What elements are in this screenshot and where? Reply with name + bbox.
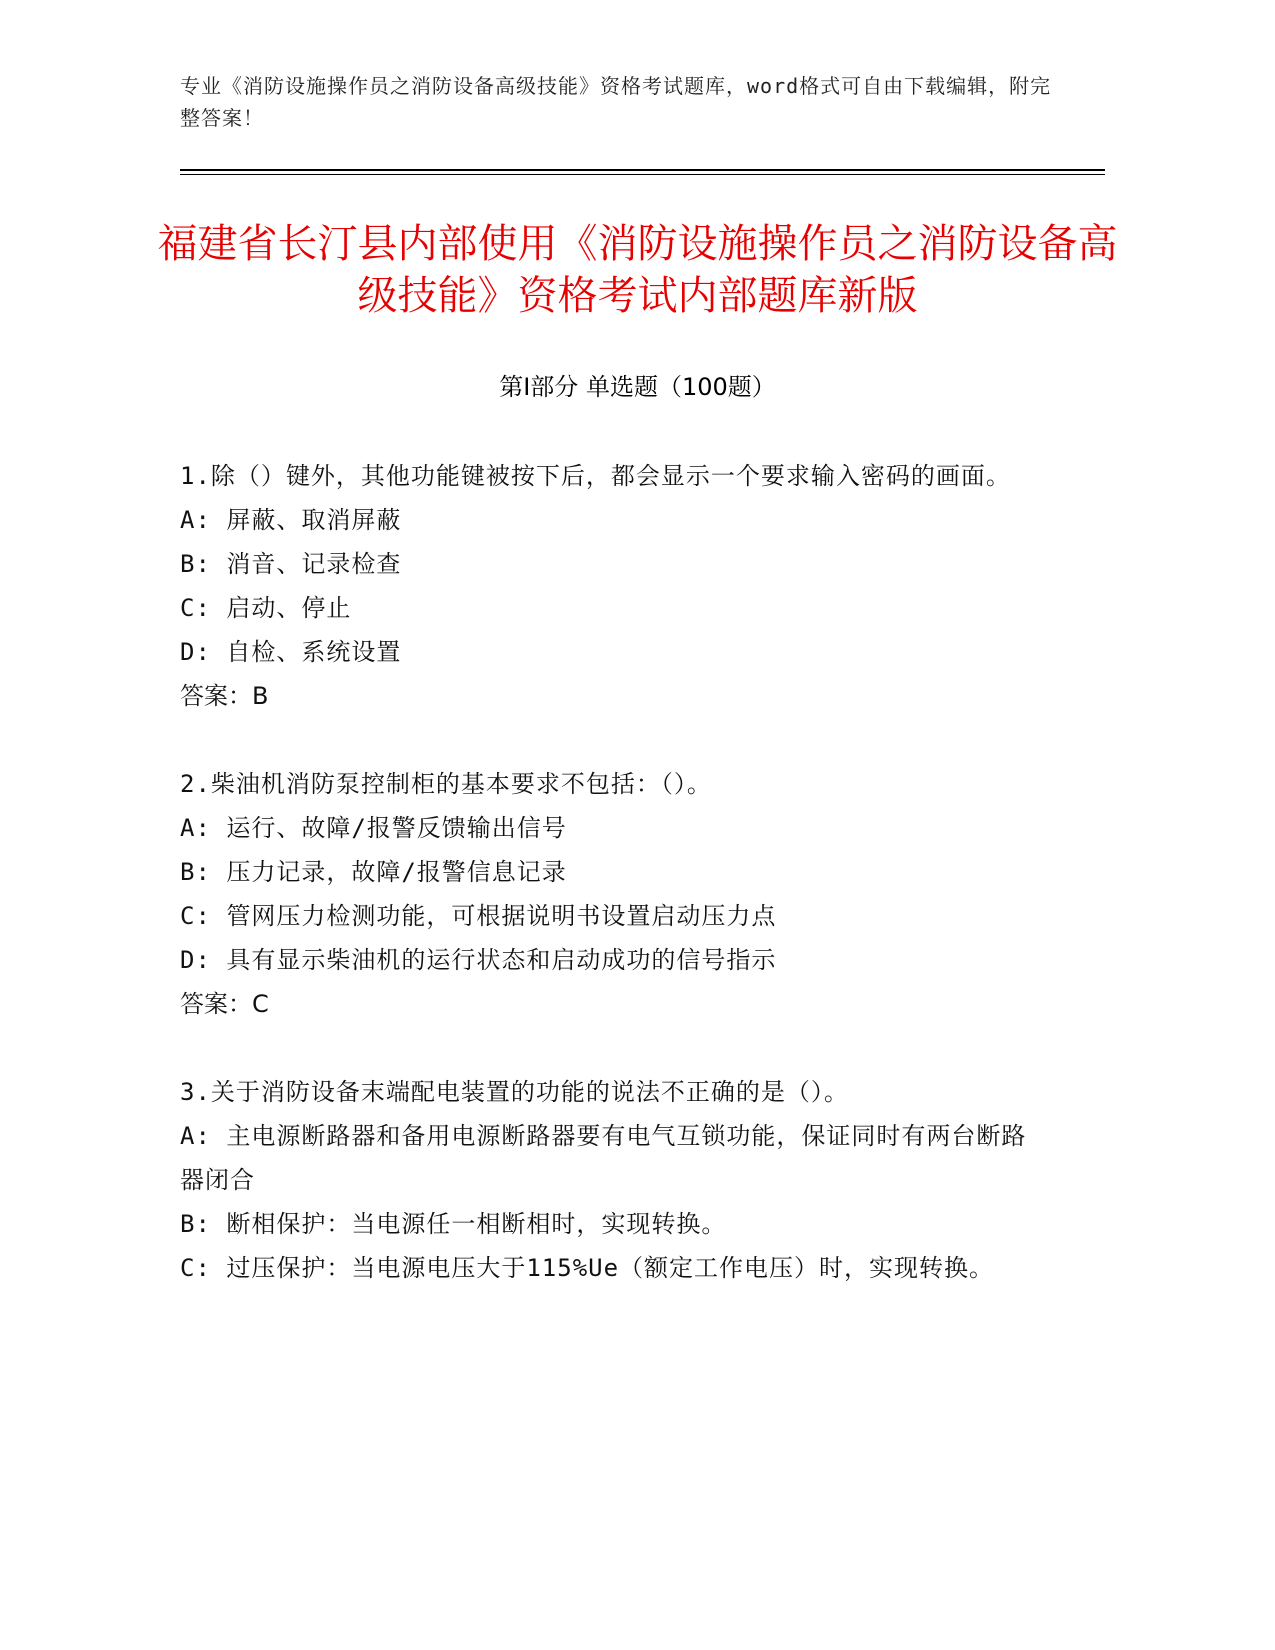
header-divider-thin — [180, 174, 1105, 175]
option-c: C: 启动、停止 — [180, 594, 352, 622]
question-1 — [180, 454, 1040, 718]
option-d: D: 自检、系统设置 — [180, 638, 402, 666]
option-c: C: 过压保护：当电源电压大于115%Ue（额定工作电压）时，实现转换。 — [180, 1254, 995, 1282]
option-c: C: 管网压力检测功能，可根据说明书设置启动压力点 — [180, 902, 777, 930]
option-d: D: 具有显示柴油机的运行状态和启动成功的信号指示 — [180, 946, 777, 974]
question-stem: 1.除（）键外，其他功能键被按下后，都会显示一个要求输入密码的画面。 — [180, 462, 1011, 490]
header-note: 专业《消防设施操作员之消防设备高级技能》资格考试题库，word格式可自由下载编辑，附完整答案！ — [180, 74, 1052, 130]
option-a: A: 运行、故障/报警反馈输出信号 — [180, 814, 567, 842]
document-title: 福建省长汀县内部使用《消防设施操作员之消防设备高级技能》资格考试内部题库新版 — [157, 221, 1118, 319]
option-a: A: 主电源断路器和备用电源断路器要有电气互锁功能，保证同时有两台断路器闭合 — [180, 1122, 1027, 1194]
question-stem: 2.柴油机消防泵控制柜的基本要求不包括：（）。 — [180, 770, 712, 798]
answer: 答案：C — [180, 990, 269, 1018]
option-b: B: 断相保护：当电源任一相断相时，实现转换。 — [180, 1210, 727, 1238]
header-divider-thick — [180, 169, 1105, 171]
option-b: B: 消音、记录检查 — [180, 550, 402, 578]
question-2 — [180, 762, 1040, 1026]
question-3 — [180, 1070, 1040, 1290]
question-list — [180, 454, 1040, 1334]
answer: 答案：B — [180, 682, 269, 710]
question-stem: 3.关于消防设备末端配电装置的功能的说法不正确的是（）。 — [180, 1078, 849, 1106]
option-b: B: 压力记录，故障/报警信息记录 — [180, 858, 567, 886]
option-a: A: 屏蔽、取消屏蔽 — [180, 506, 402, 534]
section-title: 第Ⅰ部分 单选题（100题） — [499, 373, 776, 401]
